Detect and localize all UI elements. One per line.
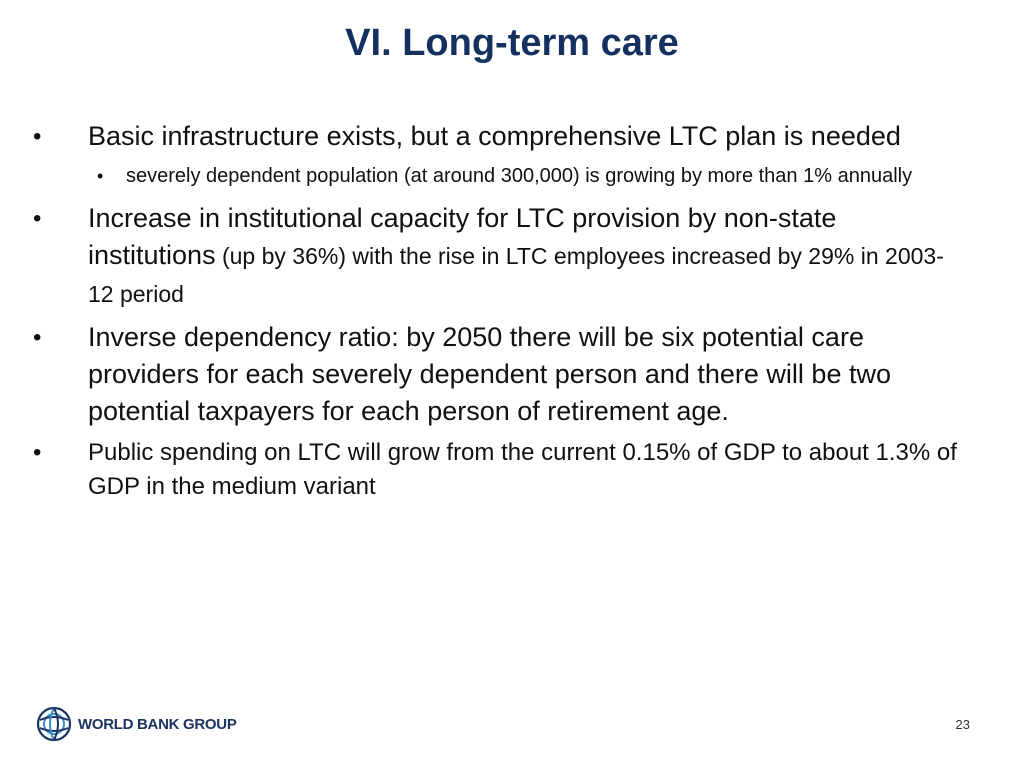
bullet-marker: • <box>33 123 42 150</box>
slide-title: VI. Long-term care <box>345 22 679 64</box>
bullet-marker: • <box>33 205 42 232</box>
bullet-text: Increase in institutional capacity for LTC provision by non-state institutions <box>88 203 837 270</box>
sub-bullet-marker: • <box>97 166 104 186</box>
bullet-text: Basic infrastructure exists, but a comprehensive LTC plan is needed <box>88 121 901 151</box>
sub-bullet-text: severely dependent population (at around 300,000) is growing by more than 1% annually <box>126 165 913 187</box>
bullet-marker: • <box>33 324 42 351</box>
bullet-item <box>0 319 1024 430</box>
bullet-item <box>0 118 1024 155</box>
world-bank-logo <box>36 704 237 744</box>
sub-bullet-item <box>0 161 1024 192</box>
bullet-text: Public spending on LTC will grow from the current 0.15% of GDP to about 1.3% of GDP in the medium variant <box>88 439 957 500</box>
bullet-list <box>0 118 1024 510</box>
globe-icon <box>36 706 72 742</box>
bullet-marker: • <box>33 439 42 466</box>
bullet-item <box>0 200 1024 313</box>
page-number: 23 <box>955 717 970 732</box>
logo-text: WORLD BANK GROUP <box>78 715 237 733</box>
bullet-item <box>0 436 1024 504</box>
bullet-text-continued: (up by 36%) with the rise in LTC employees increased by 29% in 2003-12 period <box>88 243 944 307</box>
bullet-text: Inverse dependency ratio: by 2050 there will be six potential care providers for each severely dependent person and there will be two potential taxpayers for each person of retirement age. <box>88 322 891 426</box>
